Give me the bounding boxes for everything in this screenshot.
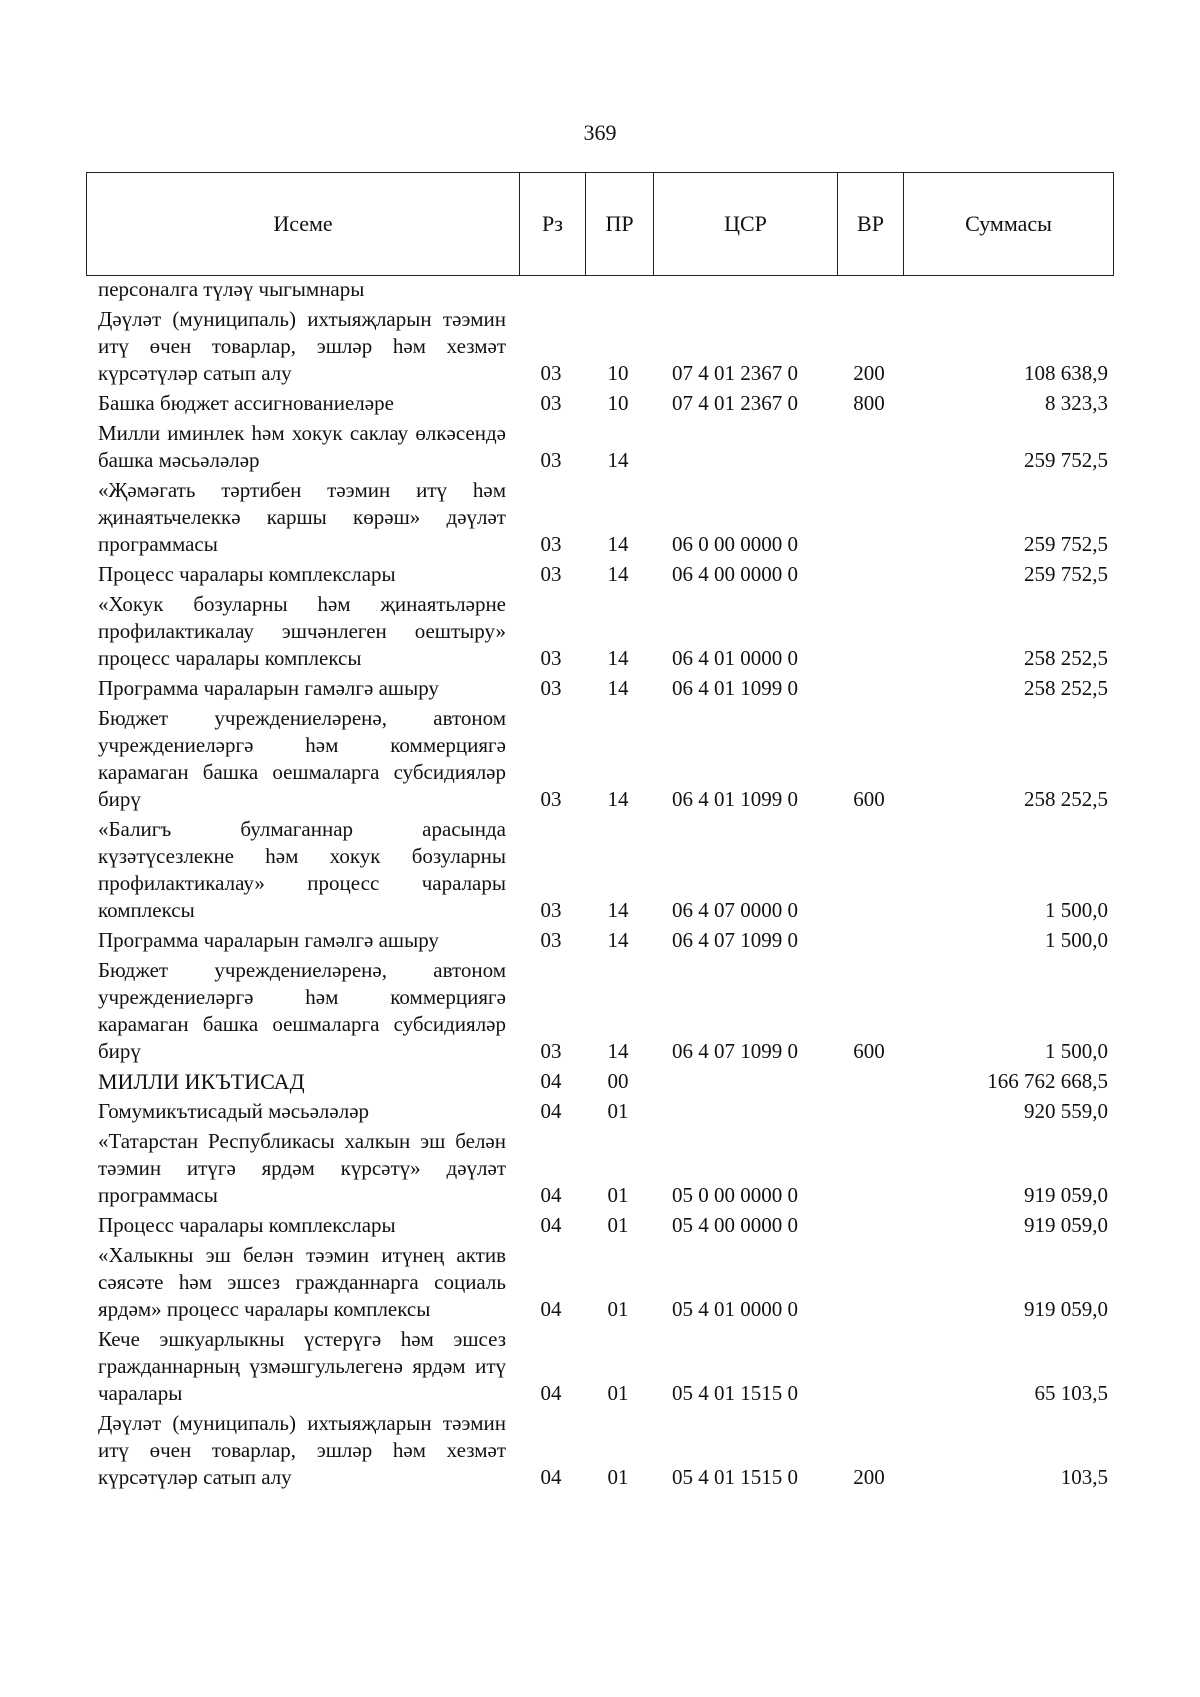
row-rz: 04 [540, 1381, 562, 1405]
row-name: Кече эшкуарлыкны үстерүгә һәм эшсез гражданнарның үзмәшгульлегенә ярдәм итү чаралары [98, 1327, 506, 1405]
row-sum: 259 752,5 [1024, 532, 1108, 556]
row-pr: 14 [607, 928, 629, 952]
table-row [86, 591, 1114, 672]
row-csr: 06 4 00 0000 0 [672, 562, 798, 586]
row-name: «Хокук бозуларны һәм җинаятьләрне профилактикалау эшчәнлеген оештыру» процесс чаралары комплексы [98, 592, 506, 670]
row-name: МИЛЛИ ИКЪТИСАД [98, 1069, 305, 1094]
row-csr: 07 4 01 2367 0 [672, 361, 798, 385]
table-row [86, 1212, 1114, 1239]
row-sum: 919 059,0 [1024, 1297, 1108, 1321]
row-rz: 03 [540, 646, 562, 670]
row-rz: 03 [540, 391, 562, 415]
table-row [86, 1128, 1114, 1209]
row-name: «Халыкны эш белән тәэмин итүнең актив сәясәте һәм эшсез гражданнарга социаль ярдәм» процесс чаралары комплексы [98, 1243, 506, 1321]
row-name: «Балигъ булмаганнар арасында күзәтүсезлекне һәм хокук бозуларны профилактикалау» процесс чаралары комплексы [98, 817, 506, 922]
table-row [86, 1098, 1114, 1125]
row-name: Процесс чаралары комплекслары [98, 562, 396, 586]
row-pr: 14 [607, 787, 629, 811]
row-name: Башка бюджет ассигнованиеләре [98, 391, 394, 415]
row-rz: 04 [540, 1297, 562, 1321]
row-sum: 919 059,0 [1024, 1183, 1108, 1207]
table-header [86, 172, 1114, 276]
row-pr: 01 [607, 1465, 629, 1489]
row-rz: 04 [540, 1069, 562, 1093]
row-sum: 258 252,5 [1024, 787, 1108, 811]
row-csr: 06 4 07 1099 0 [672, 1039, 798, 1063]
table-row [86, 1068, 1114, 1095]
row-pr: 01 [607, 1099, 629, 1123]
row-vr: 600 [853, 787, 885, 811]
header-csr: ЦСР [653, 173, 837, 275]
header-name: Исеме [273, 211, 333, 236]
row-sum: 166 762 668,5 [987, 1069, 1108, 1093]
row-name: Программа чараларын гамәлгә ашыру [98, 928, 439, 952]
table-row [86, 705, 1114, 813]
row-pr: 10 [607, 391, 629, 415]
table-row [86, 306, 1114, 387]
row-sum: 1 500,0 [1045, 898, 1108, 922]
row-csr: 05 4 01 0000 0 [672, 1297, 798, 1321]
row-sum: 259 752,5 [1024, 448, 1108, 472]
row-sum: 8 323,3 [1045, 391, 1108, 415]
row-pr: 01 [607, 1213, 629, 1237]
row-sum: 919 059,0 [1024, 1213, 1108, 1237]
row-rz: 03 [540, 1039, 562, 1063]
row-vr: 200 [853, 1465, 885, 1489]
row-pr: 14 [607, 448, 629, 472]
row-name: Милли иминлек һәм хокук саклау өлкәсендә башка мәсьәләләр [98, 421, 506, 472]
header-vr: ВР [837, 173, 903, 275]
table-row [86, 420, 1114, 474]
row-name: «Татарстан Республикасы халкын эш белән тәэмин итүгә ярдәм күрсәтү» дәүләт программасы [98, 1129, 506, 1207]
row-csr: 06 4 07 0000 0 [672, 898, 798, 922]
table-row [86, 1326, 1114, 1407]
row-rz: 03 [540, 361, 562, 385]
row-name: Гомумикътисадый мәсьәләләр [98, 1099, 370, 1123]
row-pr: 01 [607, 1297, 629, 1321]
row-vr: 600 [853, 1039, 885, 1063]
row-name: Бюджет учреждениеләренә, автоном учреждениеләргә һәм коммерциягә карамаган башка оешмаларга субсидияләр бирү [98, 706, 506, 811]
row-pr: 00 [607, 1069, 629, 1093]
row-sum: 258 252,5 [1024, 646, 1108, 670]
table-row [86, 675, 1114, 702]
table-row [86, 816, 1114, 924]
row-name: Дәүләт (муниципаль) ихтыяҗларын тәэмин итү өчен товарлар, эшләр һәм хезмәт күрсәтүләр сатып алу [98, 1411, 506, 1489]
header-pr: ПР [585, 173, 653, 275]
row-csr: 05 4 01 1515 0 [672, 1381, 798, 1405]
row-name: Программа чараларын гамәлгә ашыру [98, 676, 439, 700]
table-body [86, 276, 1114, 1494]
page-number: 369 [583, 120, 617, 145]
row-rz: 04 [540, 1213, 562, 1237]
header-rz: Рз [519, 173, 585, 275]
row-rz: 03 [540, 676, 562, 700]
row-pr: 14 [607, 562, 629, 586]
row-rz: 03 [540, 532, 562, 556]
row-name: Дәүләт (муниципаль) ихтыяҗларын тәэмин итү өчен товарлар, эшләр һәм хезмәт күрсәтүләр сатып алу [98, 307, 506, 385]
table-row [86, 477, 1114, 558]
row-pr: 01 [607, 1183, 629, 1207]
row-rz: 03 [540, 787, 562, 811]
table-row [86, 957, 1114, 1065]
row-sum: 259 752,5 [1024, 562, 1108, 586]
row-name: «Җәмәгать тәртибен тәэмин итү һәм җинаятьчелеккә каршы көрәш» дәүләт программасы [98, 478, 506, 556]
row-rz: 04 [540, 1099, 562, 1123]
row-rz: 03 [540, 562, 562, 586]
row-rz: 03 [540, 928, 562, 952]
row-sum: 103,5 [1060, 1465, 1108, 1489]
row-csr: 06 4 01 0000 0 [672, 646, 798, 670]
row-pr: 01 [607, 1381, 629, 1405]
row-name: персоналга түләү чыгымнары [98, 277, 365, 301]
row-sum: 65 103,5 [1034, 1381, 1108, 1405]
row-csr: 07 4 01 2367 0 [672, 391, 798, 415]
row-csr: 06 4 07 1099 0 [672, 928, 798, 952]
table-row [86, 927, 1114, 954]
table-row [86, 390, 1114, 417]
row-pr: 14 [607, 676, 629, 700]
row-name: Бюджет учреждениеләренә, автоном учреждениеләргә һәм коммерциягә карамаган башка оешмаларга субсидияләр бирү [98, 958, 506, 1063]
row-pr: 14 [607, 532, 629, 556]
row-sum: 1 500,0 [1045, 1039, 1108, 1063]
row-name: Процесс чаралары комплекслары [98, 1213, 396, 1237]
row-csr: 05 4 00 0000 0 [672, 1213, 798, 1237]
row-csr: 05 0 00 0000 0 [672, 1183, 798, 1207]
row-sum: 258 252,5 [1024, 676, 1108, 700]
row-csr: 06 4 01 1099 0 [672, 787, 798, 811]
table-row [86, 561, 1114, 588]
row-pr: 14 [607, 646, 629, 670]
row-sum: 920 559,0 [1024, 1099, 1108, 1123]
row-rz: 04 [540, 1465, 562, 1489]
table-row [86, 1410, 1114, 1491]
table-row [86, 1242, 1114, 1323]
row-rz: 03 [540, 898, 562, 922]
row-rz: 03 [540, 448, 562, 472]
row-rz: 04 [540, 1183, 562, 1207]
row-sum: 108 638,9 [1024, 361, 1108, 385]
header-sum: Суммасы [903, 173, 1113, 275]
row-pr: 14 [607, 1039, 629, 1063]
row-csr: 06 4 01 1099 0 [672, 676, 798, 700]
row-vr: 800 [853, 391, 885, 415]
row-pr: 10 [607, 361, 629, 385]
row-sum: 1 500,0 [1045, 928, 1108, 952]
row-csr: 06 0 00 0000 0 [672, 532, 798, 556]
row-csr: 05 4 01 1515 0 [672, 1465, 798, 1489]
row-pr: 14 [607, 898, 629, 922]
row-vr: 200 [853, 361, 885, 385]
table-row [86, 276, 1114, 303]
